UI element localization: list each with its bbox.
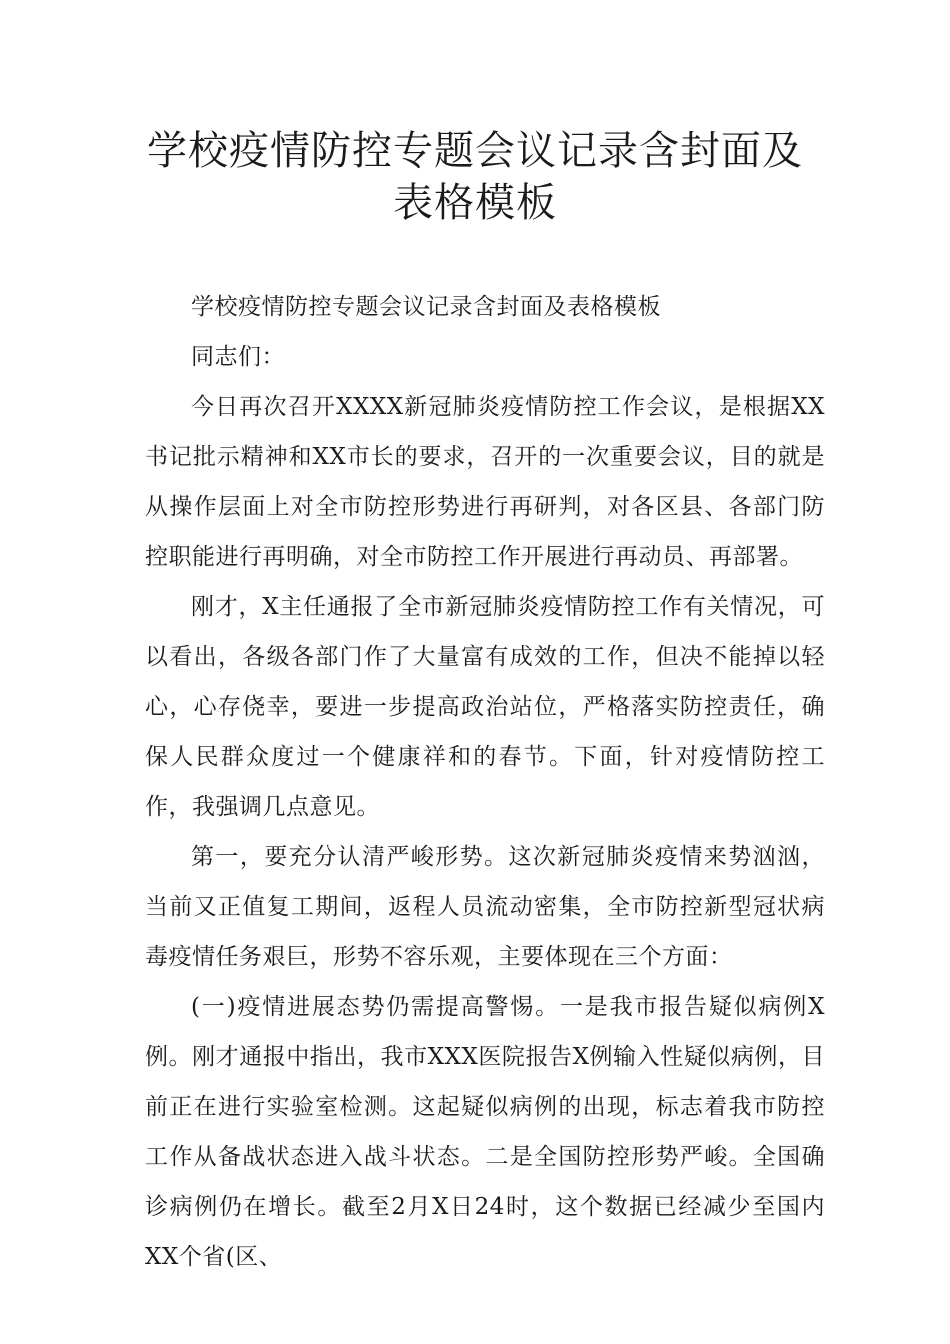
document-body: [145, 282, 825, 1282]
paragraph-first-point: 第一，要充分认清严峻形势。这次新冠肺炎疫情来势汹汹，当前又正值复工期间，返程人员流动密集，全市防控新型冠状病毒疫情任务艰巨，形势不容乐观，主要体现在三个方面：: [145, 844, 825, 970]
paragraph-meeting-purpose: 今日再次召开XXXX新冠肺炎疫情防控工作会议，是根据XX书记批示精神和XX市长的要求，召开的一次重要会议，目的就是从操作层面上对全市防控形势进行再研判，对各区县、各部门防控职能进行再明确，对全市防控工作开展进行再动员、再部署。: [145, 394, 825, 570]
paragraph-salutation: 同志们：: [191, 344, 285, 370]
paragraph-subtitle: 学校疫情防控专题会议记录含封面及表格模板: [191, 294, 661, 320]
document-title: 学校疫情防控专题会议记录含封面及表格模板: [147, 128, 803, 226]
paragraph-epidemic-trend: (一)疫情进展态势仍需提高警惕。一是我市报告疑似病例X例。刚才通报中指出，我市XXX医院报告X例输入性疑似病例，目前正在进行实验室检测。这起疑似病例的出现，标志着我市防控工作从备战状态进入战斗状态。二是全国防控形势严峻。全国确诊病例仍在增长。截至2月X日24时，这个数据已经减少至国内XX个省(区、: [145, 994, 825, 1270]
paragraph-situation-report: 刚才，X主任通报了全市新冠肺炎疫情防控工作有关情况，可以看出，各级各部门作了大量富有成效的工作，但决不能掉以轻心，心存侥幸，要进一步提高政治站位，严格落实防控责任，确保人民群众度过一个健康祥和的春节。下面，针对疫情防控工作，我强调几点意见。: [145, 594, 825, 820]
